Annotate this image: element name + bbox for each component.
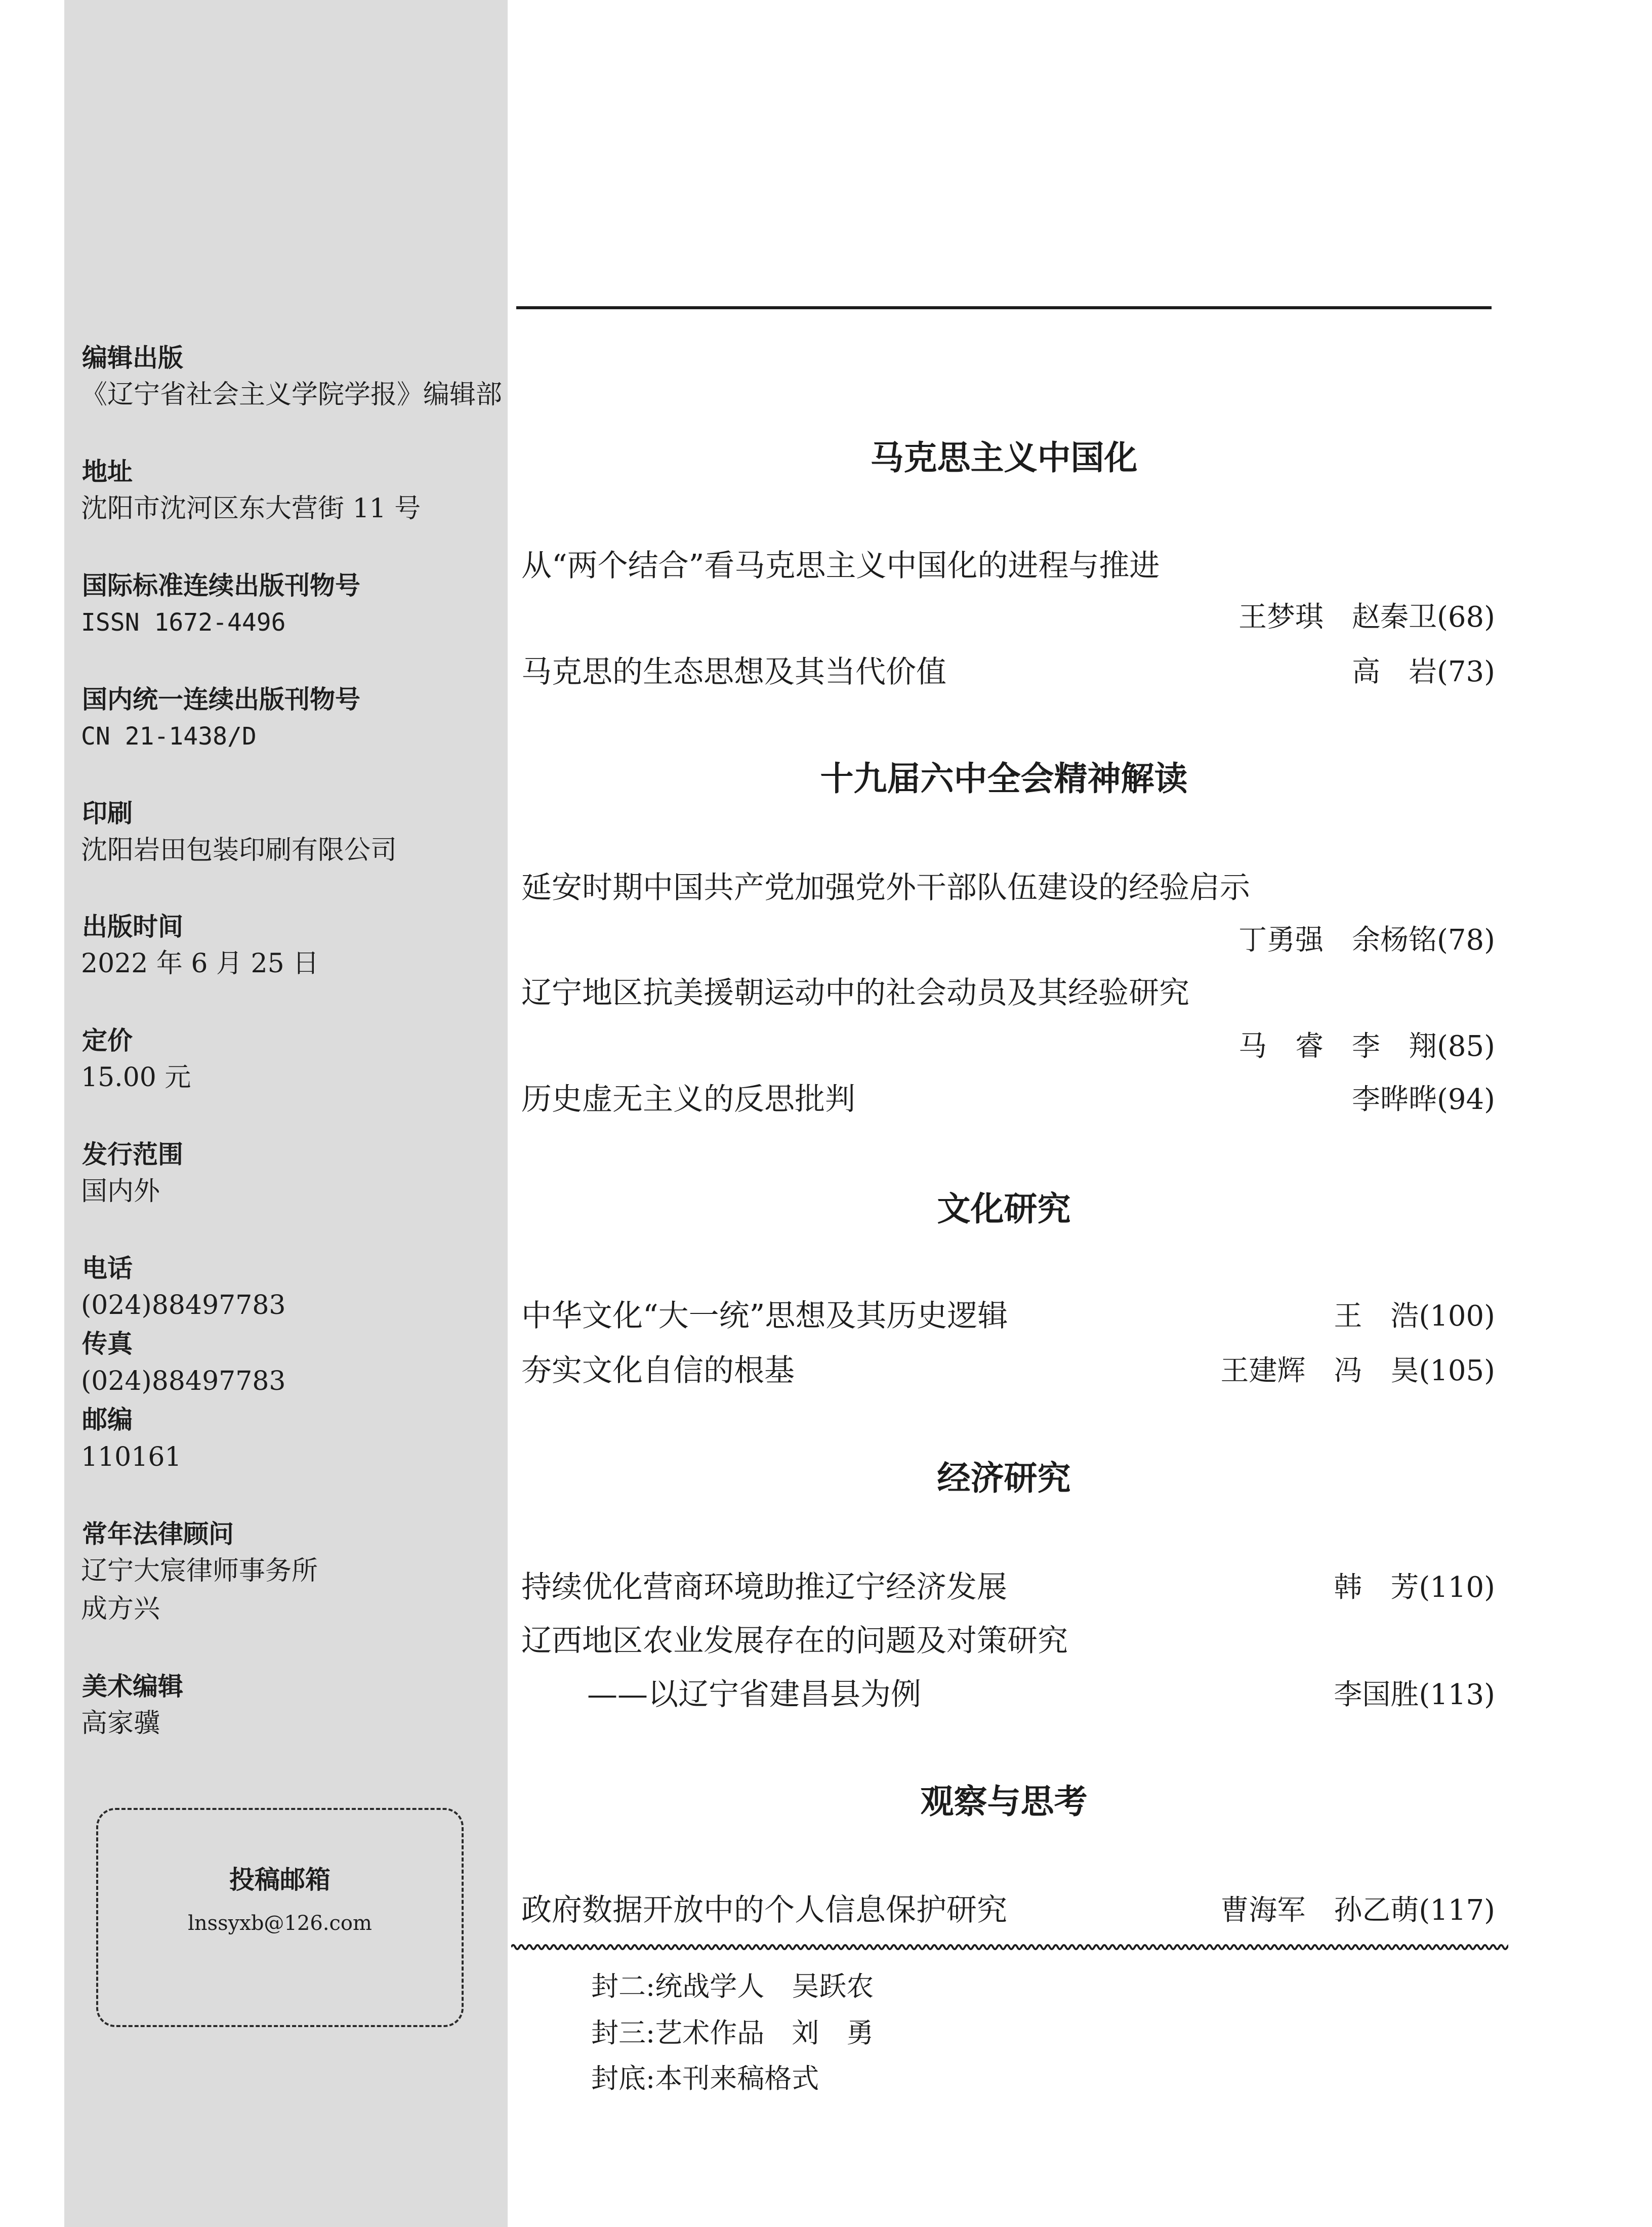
wavy-divider [511,1942,1508,1952]
header-rule [516,306,1492,309]
article-title: 中华文化“大一统”思想及其历史逻辑 [521,1298,1008,1334]
fax-value: (024)88497783 [81,1366,286,1396]
issn-value: ISSN 1672-4496 [81,608,286,637]
zip-label: 邮编 [82,1405,133,1434]
phone-label: 电话 [82,1254,133,1283]
address-value: 沈阳市沈河区东大营街 11 号 [81,493,421,524]
price-label: 定价 [82,1026,133,1055]
cover-note: 封三:艺术作品 刘 勇 [591,2017,874,2049]
article-title: 持续优化营商环境助推辽宁经济发展 [521,1570,1007,1605]
legal-advisor-name: 成方兴 [81,1594,160,1624]
pub-date-value: 2022 年 6 月 25 日 [81,948,319,979]
pub-date-label: 出版时间 [82,912,183,941]
article-title: 辽西地区农业发展存在的问题及对策研究 [521,1623,1068,1659]
article-authors: 韩 芳(110) [1334,1571,1495,1604]
address-label: 地址 [82,457,133,486]
print-value: 沈阳岩田包装印刷有限公司 [81,835,397,865]
section-title: 马克思主义中国化 [870,438,1138,477]
article-authors: 高 岩(73) [1352,655,1495,688]
article-title: 辽宁地区抗美援朝运动中的社会动员及其经验研究 [521,975,1189,1011]
article-subtitle: ——以辽宁省建昌县为例 [587,1677,921,1712]
print-label: 印刷 [82,799,133,828]
article-title: 历史虚无主义的反思批判 [521,1082,855,1117]
article-title: 从“两个结合”看马克思主义中国化的进程与推进 [521,548,1160,584]
cn-label: 国内统一连续出版刊物号 [82,685,360,714]
section-title: 十九届六中全会精神解读 [820,759,1188,798]
editor-value: 《辽宁省社会主义学院学报》编辑部 [81,380,503,410]
article-title: 政府数据开放中的个人信息保护研究 [521,1892,1007,1928]
submission-mailbox-box [96,1808,464,2027]
price-value: 15.00 元 [81,1062,191,1093]
legal-advisor-firm: 辽宁大宸律师事务所 [81,1556,318,1586]
art-editor-value: 高家骥 [81,1708,160,1739]
article-authors: 王 浩(100) [1334,1300,1495,1333]
section-title: 文化研究 [937,1189,1071,1228]
distribution-label: 发行范围 [82,1140,183,1169]
article-title: 马克思的生态思想及其当代价值 [521,654,946,690]
mailbox-email[interactable]: lnssyxb@126.com [188,1912,372,1935]
article-authors: 王梦琪 赵秦卫(68) [1238,601,1495,634]
zip-value: 110161 [81,1442,182,1472]
phone-value: (024)88497783 [81,1290,286,1321]
article-authors: 李国胜(113) [1334,1678,1495,1711]
section-title: 观察与思考 [920,1782,1088,1821]
fax-label: 传真 [82,1329,133,1358]
article-authors: 曹海军 孙乙萌(117) [1220,1894,1495,1927]
art-editor-label: 美术编辑 [82,1672,183,1701]
section-title: 经济研究 [937,1459,1071,1498]
mailbox-title: 投稿邮箱 [229,1865,331,1894]
distribution-value: 国内外 [81,1176,160,1207]
legal-advisor-label: 常年法律顾问 [82,1519,234,1549]
article-authors: 李晔晔(94) [1352,1083,1495,1116]
issn-label: 国际标准连续出版刊物号 [82,571,360,600]
cn-value: CN 21-1438/D [81,722,257,751]
cover-note: 封二:统战学人 吴跃农 [591,1970,874,2002]
article-authors: 王建辉 冯 昊(105) [1220,1354,1495,1387]
cover-note: 封底:本刊来稿格式 [591,2063,819,2094]
article-authors: 丁勇强 余杨铭(78) [1238,924,1495,957]
article-authors: 马 睿 李 翔(85) [1238,1030,1495,1063]
article-title: 延安时期中国共产党加强党外干部队伍建设的经验启示 [521,870,1250,905]
editor-label: 编辑出版 [82,343,183,373]
article-title: 夯实文化自信的根基 [521,1353,795,1388]
